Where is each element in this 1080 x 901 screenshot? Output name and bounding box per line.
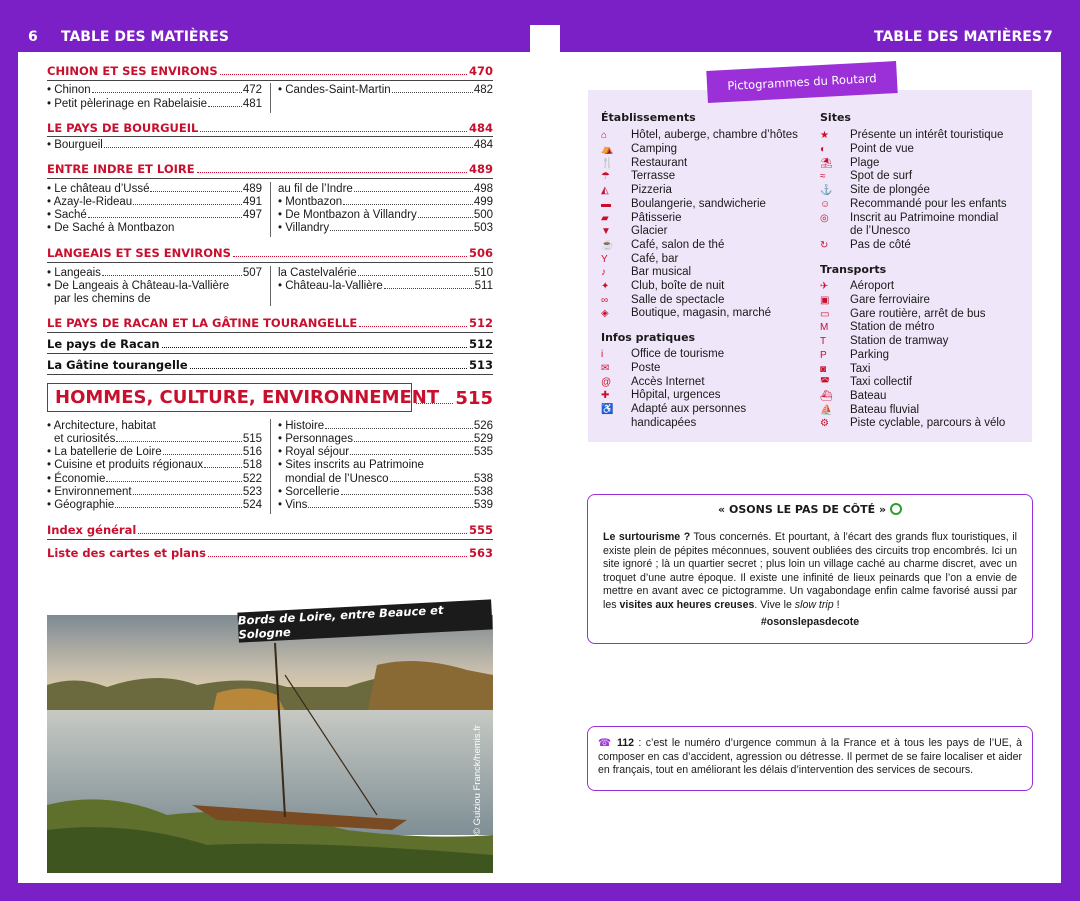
parking-icon: P: [820, 349, 827, 361]
photo-caption: Bords de Loire, entre Beauce et Sologne: [237, 599, 492, 642]
toc-section-pays-de-racan[interactable]: LE PAYS DE RACAN ET LA GÂTINE TOURANGELLE 512: [47, 316, 493, 330]
envelope-icon: ✉: [601, 363, 610, 375]
metro-icon: M: [820, 322, 829, 334]
pictogram-row: [601, 129, 798, 143]
pictogram-row: [820, 321, 934, 335]
osons-le-pas-de-cote-box: [587, 494, 1033, 644]
toc-section-chinon[interactable]: CHINON ET SES ENVIRONS 470: [47, 64, 493, 78]
pictogram-label: Inscrit au Patrimoine mondial: [850, 211, 999, 224]
toc-item[interactable]: • Environnement 523: [47, 486, 262, 498]
unesco-icon: ◎: [820, 212, 829, 224]
toc-item[interactable]: • Le château d’Ussé 489: [47, 183, 262, 195]
pictogram-label: Spot de surf: [850, 170, 913, 183]
bicycle-icon: ⚙: [820, 418, 829, 430]
toc-part-page: 515: [414, 388, 493, 409]
viewpoint-icon: ◐: [820, 144, 827, 156]
section-rule: [47, 353, 493, 354]
step-aside-icon: ↻: [820, 239, 829, 251]
pictogram-label: Aéroport: [850, 280, 895, 293]
photo-credit: © Guiziou Franck/hemis.fr: [472, 725, 483, 835]
toc-item[interactable]: • Vins 539: [278, 499, 493, 511]
cutlery-icon: 🍴: [601, 157, 614, 169]
pictogram-row: [601, 375, 705, 389]
pictogram-label: Adapté aux personnes: [631, 403, 747, 416]
section-rule: [47, 80, 493, 81]
toc-item[interactable]: • Chinon 472: [47, 84, 262, 96]
osons-hashtag: #osonslepasdecote: [760, 616, 860, 628]
pictogram-label: Hôtel, auberge, chambre d’hôtes: [631, 129, 798, 142]
pictogram-label: Taxi collectif: [850, 376, 912, 389]
toc-item[interactable]: • Château-la-Vallière 511: [278, 280, 493, 292]
pictogram-label: Café, bar: [631, 252, 679, 265]
pictogram-row: [820, 156, 879, 170]
column-divider: [270, 266, 271, 306]
toc-item[interactable]: • Montbazon 499: [278, 196, 493, 208]
section-rule: [47, 136, 493, 137]
pictogram-label: Point de vue: [850, 143, 914, 156]
music-note-icon: ♪: [601, 267, 606, 279]
bread-icon: ▬: [601, 198, 611, 210]
pictogram-row: [601, 417, 696, 431]
toc-item[interactable]: • Histoire 526: [278, 420, 493, 432]
column-divider: [270, 419, 271, 514]
umbrella-icon: ☂: [601, 171, 610, 183]
pictogram-label: Parking: [850, 348, 889, 361]
loire-photo: [47, 615, 493, 873]
pictogram-label: Office de tourisme: [631, 348, 725, 361]
pictogram-row: [820, 280, 894, 294]
pictogram-row: [601, 156, 687, 170]
tent-icon: ⛺: [601, 144, 614, 156]
pictogram-label: Club, boîte de nuit: [631, 280, 725, 293]
taxi-icon: ◙: [820, 363, 827, 375]
pictogram-row: [601, 170, 675, 184]
toc-section-langeais[interactable]: LANGEAIS ET SES ENVIRONS 506: [47, 246, 493, 260]
toc-item[interactable]: mondial de l’Unesco 538: [285, 473, 493, 485]
pictogram-row: [601, 239, 724, 253]
column-divider: [270, 182, 271, 237]
pictogram-label: Boutique, magasin, marché: [631, 307, 771, 320]
train-icon: ▣: [820, 295, 830, 307]
toc-item[interactable]: par les chemins de: [54, 293, 151, 305]
pictogram-row: [601, 143, 677, 157]
toc-item[interactable]: • Royal séjour 535: [278, 446, 493, 458]
toc-item[interactable]: • Économie 522: [47, 473, 262, 485]
step-aside-icon: [890, 503, 902, 515]
toc-item[interactable]: • Bourgueil 484: [47, 139, 493, 151]
toc-item[interactable]: au fil de l’Indre 498: [278, 183, 493, 195]
toc-section-index[interactable]: Index général 555: [47, 523, 493, 537]
right-header-title: TABLE DES MATIÈRES: [874, 29, 1042, 45]
pictogram-label: Bar musical: [631, 266, 692, 279]
diver-icon: ⚓: [820, 185, 833, 197]
pictogram-label: Pas de côté: [850, 238, 911, 251]
toc-item[interactable]: • Sorcellerie 538: [278, 486, 493, 498]
pictogram-label: Plage: [850, 156, 880, 169]
tram-icon: T: [820, 336, 827, 348]
toc-item[interactable]: et curiosités 515: [54, 433, 262, 445]
toc-item[interactable]: • Petit pèlerinage en Rabelaisie 481: [47, 98, 262, 110]
toc-item[interactable]: la Castelvalérie 510: [278, 267, 493, 279]
pictogram-row: [601, 307, 771, 321]
pictogram-row: [601, 293, 724, 307]
osons-title: « OSONS LE PAS DE CÔTÉ »: [603, 503, 1017, 516]
pictogram-row: [601, 348, 724, 362]
pictogram-row: [820, 129, 1003, 143]
pictos-heading-etablissements: Établissements: [601, 111, 696, 124]
toc-section-entre-indre-et-loire[interactable]: ENTRE INDRE ET LOIRE 489: [47, 162, 493, 176]
pictogram-row: [820, 403, 919, 417]
plane-icon: ✈: [820, 281, 829, 293]
pictogram-label: Salle de spectacle: [631, 293, 725, 306]
pictogram-row: [820, 335, 948, 349]
toc-subsection[interactable]: Le pays de Racan 512: [47, 337, 493, 351]
at-icon: @: [601, 376, 612, 388]
pictos-heading-infos: Infos pratiques: [601, 331, 696, 344]
pictogram-row: [820, 225, 910, 239]
pictogram-row: [820, 376, 912, 390]
cup-icon: ☕: [601, 239, 614, 251]
toc-item[interactable]: • Langeais 507: [47, 267, 262, 279]
pictogram-label: Terrasse: [631, 170, 676, 183]
bus-icon: ▭: [820, 308, 830, 320]
pictogram-row: [601, 266, 691, 280]
section-rule: [47, 262, 493, 263]
toc-item[interactable]: • Sites inscrits au Patrimoine: [278, 459, 424, 471]
pictogram-label: Pizzeria: [631, 184, 672, 197]
toc-item[interactable]: • Personnages 529: [278, 433, 493, 445]
pictogram-label: Boulangerie, sandwicherie: [631, 197, 766, 210]
pictogram-row: [820, 143, 914, 157]
pictogram-row: [601, 403, 746, 417]
toc-part-hommes-culture-environnement[interactable]: HOMMES, CULTURE, ENVIRONNEMENT: [47, 383, 412, 412]
pictogram-label: Restaurant: [631, 156, 688, 169]
left-header-title: TABLE DES MATIÈRES: [61, 29, 229, 45]
pictogram-label: Gare ferroviaire: [850, 294, 930, 307]
pictogram-row: [601, 184, 672, 198]
pictos-heading-transports: Transports: [820, 263, 887, 276]
toc-item[interactable]: • Géographie 524: [47, 499, 262, 511]
toc-item[interactable]: • De Montbazon à Villandry 500: [278, 209, 493, 221]
pictogram-row: [601, 362, 660, 376]
section-rule: [47, 374, 493, 375]
house-icon: ⌂: [601, 130, 608, 142]
toc-item[interactable]: • Architecture, habitat: [47, 420, 156, 432]
toc-item[interactable]: • Cuisine et produits régionaux 518: [47, 459, 262, 471]
toc-item[interactable]: • De Saché à Montbazon: [47, 222, 175, 234]
pictogram-label: Glacier: [631, 225, 668, 238]
emergency-number-box: ☎ 112 : c’est le numéro d’urgence commun à la France et à tous les pays de l’UE, à composer en cas d’accident, agression ou détresse. Il permet de se faire localiser et aider en français, tout en améliorant les délais d’intervention des services de secours.: [587, 726, 1033, 791]
pictogram-label: Gare routière, arrêt de bus: [850, 307, 986, 320]
pictogram-label: Accès Internet: [631, 375, 705, 388]
pictogram-row: [601, 198, 766, 212]
river-boat-icon: ⛵: [820, 404, 833, 416]
pictogram-label: Taxi: [850, 362, 871, 375]
dancer-icon: ✦: [601, 281, 610, 293]
pictogram-label: Camping: [631, 143, 678, 156]
section-rule: [47, 332, 493, 333]
pictogram-row: [820, 294, 930, 308]
osons-body: Le surtourisme ? Tous concernés. Et pourtant, à l’écart des grands flux touristiques, il existe plein de pépites méconnues, souvent oubliées des circuits trop encombrés. Ici un site ignoré ; là un quartier secret ; plus loin un village caché au charme discret, avec un troquet d’une autre époque. Il existe une infinité de lieux peinards que l’on a envie de mettre en avant avec ce pictogramme. Un vagabondage enfin calme favorisé aussi par les visites aux heures creuses. Vive le slow trip !: [603, 531, 1018, 611]
pictogram-row: [820, 198, 1007, 212]
toc-section-bourgueil[interactable]: LE PAYS DE BOURGUEIL 484: [47, 121, 493, 135]
pictogram-row: [820, 170, 912, 184]
icecream-icon: ▼: [601, 226, 611, 238]
pictogram-row: [820, 417, 1005, 431]
left-page-number: 6: [28, 29, 38, 45]
hospital-cross-icon: ✚: [601, 390, 610, 402]
pictogram-row: [601, 280, 724, 294]
toc-subsection[interactable]: La Gâtine tourangelle 513: [47, 358, 493, 372]
pizza-icon: ◭: [601, 185, 609, 197]
child-icon: ☺: [820, 198, 831, 210]
pictogram-row: [601, 225, 667, 239]
pictogram-label: Piste cyclable, parcours à vélo: [850, 417, 1006, 430]
pictogram-row: [601, 389, 721, 403]
column-divider: [270, 83, 271, 113]
pictogram-row: [820, 184, 930, 198]
toc-item[interactable]: • Saché 497: [47, 209, 262, 221]
pictogram-row: [601, 252, 678, 266]
shared-taxi-icon: ◚: [820, 377, 830, 389]
beach-icon: ⛱: [820, 157, 833, 169]
toc-item[interactable]: • De Langeais à Château-la-Vallière: [47, 280, 230, 292]
section-rule: [47, 539, 493, 540]
wheelchair-icon: ♿: [601, 404, 614, 416]
pictogram-label: Recommandé pour les enfants: [850, 197, 1007, 210]
pictogram-row: [820, 239, 911, 253]
pictogram-row: [820, 307, 986, 321]
pictogram-label: handicapées: [631, 416, 697, 429]
pictogram-label: Bateau fluvial: [850, 403, 920, 416]
pictogram-row: [820, 362, 870, 376]
star-icon: ★: [820, 130, 829, 142]
toc-item[interactable]: • Candes-Saint-Martin 482: [278, 84, 493, 96]
pictogram-label: Poste: [631, 362, 661, 375]
pictogram-label: de l’Unesco: [850, 225, 911, 238]
pictogram-label: Bateau: [850, 389, 887, 402]
pictogram-row: [820, 390, 886, 404]
pictogram-row: [601, 211, 682, 225]
cake-icon: ▰: [601, 212, 609, 224]
boat-icon: ⛴: [820, 390, 833, 402]
pictos-heading-sites: Sites: [820, 111, 851, 124]
pictogram-label: Café, salon de thé: [631, 238, 725, 251]
toc-item[interactable]: • Villandry 503: [278, 222, 493, 234]
toc-item[interactable]: • La batellerie de Loire 516: [47, 446, 262, 458]
pictogram-label: Hôpital, urgences: [631, 389, 721, 402]
glass-icon: Y: [601, 253, 608, 265]
surf-icon: ≈: [820, 171, 826, 183]
toc-section-cartes[interactable]: Liste des cartes et plans 563: [47, 546, 493, 560]
pictograms-tab: Pictogrammes du Routard: [706, 61, 897, 103]
section-rule: [47, 178, 493, 179]
toc-item[interactable]: • Azay-le-Rideau 491: [47, 196, 262, 208]
phone-icon: ☎: [598, 737, 617, 749]
pictogram-label: Pâtisserie: [631, 211, 682, 224]
right-page-number: 7: [1043, 29, 1053, 45]
mask-icon: ∞: [601, 294, 609, 306]
pictogram-label: Station de métro: [850, 321, 935, 334]
pictogram-label: Station de tramway: [850, 335, 949, 348]
pictogram-row: [820, 211, 998, 225]
pictogram-row: [820, 349, 889, 363]
pictogram-label: Présente un intérêt touristique: [850, 129, 1004, 142]
pictogram-label: Site de plongée: [850, 184, 930, 197]
info-icon: i: [601, 349, 604, 361]
shopping-bag-icon: ◈: [601, 308, 609, 320]
